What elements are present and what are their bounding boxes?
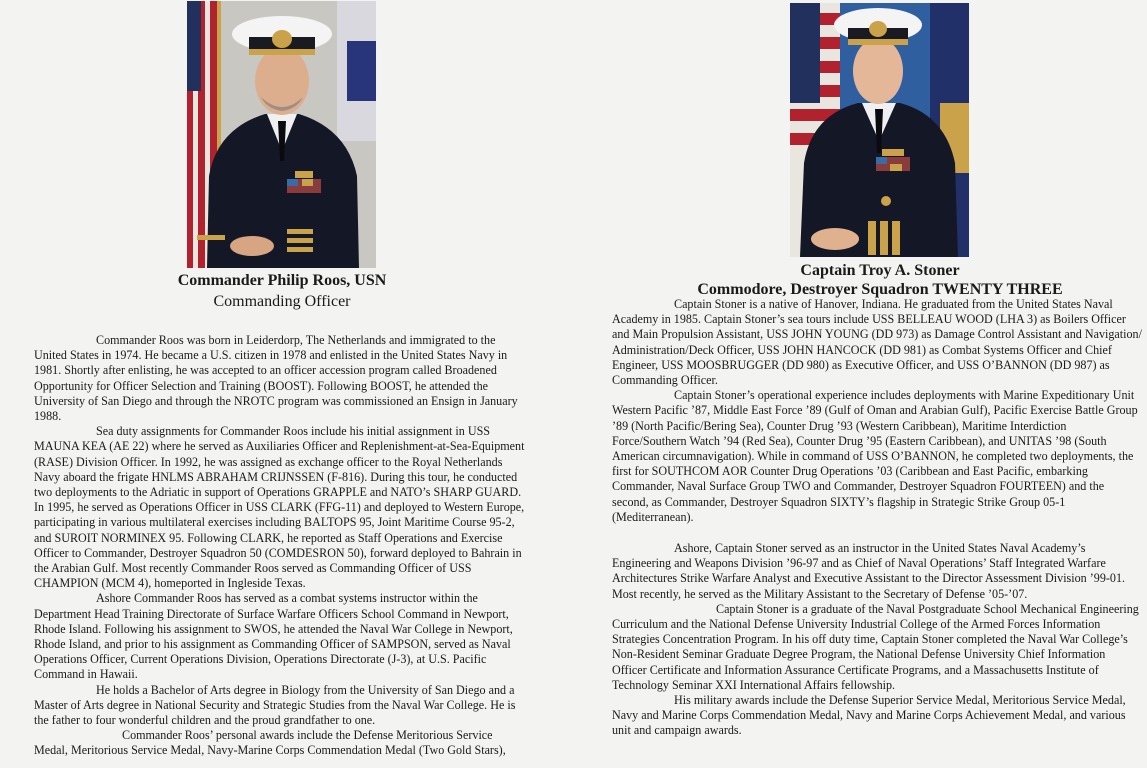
right-bio-paragraph: Ashore, Captain Stoner served as an instructor in the United States Naval Academy’s Engineering and Weapons Division ’96-97 and as Chief of Naval Operations’ Staff Integrated Warfare Architectures Strike Warfare Analyst and Executive Assistant to the Director Assessment Division ’99-01. Most recently, he served as the Military Assistant to the Secretary of Defense ’05-’07. (612, 541, 1126, 601)
right-bio-paragraph: Captain Stoner’s operational experience includes deployments with Marine Expeditionary Unit Western Pacific ’87, Middle East Force ’89 (Gulf of Oman and Arabian Gulf), Pacific Exercise Battle Group ’89 (North Pacific/Bering Sea), Counter Drug ’93 (Western Caribbean), Maritime Interdiction Force/Southern Watch ’94 (Red Sea), Counter Drug ’95 (Eastern Caribbean), and UNITAS ’98 (South American circumnavigation). While in command of USS O’BANNON, he completed two deployments, the first for SOUTHCOM AOR Counter Drug Operations ’03 (Caribbean and East Pacific, embarking Commander, Naval Surface Group TWO and Commander, Destroyer Squadron FOURTEEN) and the second, as Commander, Destroyer Squadron SIXTY’s flagship in Strategic Strike Group 05-1 (Mediterranean). (612, 388, 1138, 524)
left-biography (34, 333, 526, 759)
left-officer-title: Commanding Officer (213, 293, 351, 310)
left-bio-paragraph: Commander Roos was born in Leiderdorp, The Netherlands and immigrated to the United States in 1974. He became a U.S. citizen in 1978 and enlisted in the United States Navy in 1981. Shortly after enlisting, he was accepted to an officer accession program called Broadened Opportunity for Officer Selection and Training (BOOST). Following BOOST, he attended the University of San Diego and through the NROTC program was commissioned an Ensign in January 1988. (34, 333, 518, 424)
portrait-photo-roos (187, 1, 376, 268)
left-bio-paragraph: Ashore Commander Roos has served as a combat systems instructor within the Department Head Training Directorate of Surface Warfare Officers School Command in Newport, Rhode Island. Following his assignment to SWOS, he attended the Naval War College in Newport, Rhode Island, and prior to his assignment as Commanding Officer of SAMPSON, served as Naval Operations Officer, Current Operations Division, Operations Directorate (J-3), at U.S. Pacific Command in Hawaii. (34, 591, 513, 682)
portrait-photo-stoner (790, 3, 969, 257)
right-officer-name: Captain Troy A. Stoner (800, 262, 960, 279)
left-bio-paragraph: Sea duty assignments for Commander Roos include his initial assignment in USS MAUNA KEA (AE 22) where he served as Auxiliaries Officer and Replenishment-at-Sea-Equipment (RASE) Division Officer. In 1992, he was assigned as exchange officer to the Royal Netherlands Navy aboard the frigate HNLMS ABRAHAM CRIJNSSEN (F-816). During this tour, he conducted two deployments to the Adriatic in support of Operations GRAPPLE and NATO’s SHARP GUARD. In 1995, he served as Operations Officer in USS CLARK (FFG-11) and deployed to Western Europe, participating in various multilateral exercises including BALTOPS 95, Joint Maritime Course 95-2, and SUROIT NORMINEX 95. Following CLARK, he reported as Staff Operations and Exercise Officer to Commander, Destroyer Squadron 50 (COMDESRON 50), forward deployed to Bahrain in the Arabian Gulf. Most recently Commander Roos served as Commanding Officer of USS CHAMPION (MCM 4), homeported in Ingleside Texas. (34, 424, 525, 591)
left-officer-name: Commander Philip Roos, USN (177, 272, 387, 289)
right-officer-title: Commodore, Destroyer Squadron TWENTY THREE (697, 281, 1063, 298)
left-bio-paragraph: He holds a Bachelor of Arts degree in Biology from the University of San Diego and a Master of Arts degree in National Security and Strategic Studies from the Naval War College. He is the father to four wonderful children and the proud grandfather to one. (34, 682, 516, 728)
right-biography (612, 297, 1142, 739)
right-bio-paragraph: Captain Stoner is a graduate of the Naval Postgraduate School Mechanical Engineering Curriculum and the National Defense University Industrial College of the Armed Forces Information Strategies Concentration Program. In his off duty time, Captain Stoner completed the Naval War College’s Non-Resident Seminar Graduate Degree Program, the National Defense University Chief Information Officer Certificate and Information Assurance Certificate Programs, and a Massachusetts Institute of Technology Seminar XXI International Affairs fellowship. (612, 601, 1139, 692)
left-bio-paragraph: Commander Roos’ personal awards include the Defense Meritorious Service Medal, Meritorious Service Medal, Navy-Marine Corps Commendation Medal (Two Gold Stars), (34, 728, 506, 758)
right-bio-paragraph: Captain Stoner is a native of Hanover, Indiana. He graduated from the United States Naval Academy in 1985. Captain Stoner’s sea tours include USS BELLEAU WOOD (LHA 3) as Boilers Officer and Main Propulsion Assistant, USS JOHN YOUNG (DD 973) as Damage Control Assistant and Navigation/ Administration/Deck Officer, USS JOHN HANCOCK (DD 981) as Combat Systems Officer and Chief Engineer, USS MOOSBRUGGER (DD 980) as Executive Officer, and USS O’BANNON (DD 987) as Commanding Officer. (612, 297, 1142, 388)
right-bio-paragraph: His military awards include the Defense Superior Service Medal, Meritorious Service Medal, Navy and Marine Corps Commendation Medal, Navy and Marine Corps Achievement Medal, and various unit and campaign awards. (612, 693, 1126, 738)
